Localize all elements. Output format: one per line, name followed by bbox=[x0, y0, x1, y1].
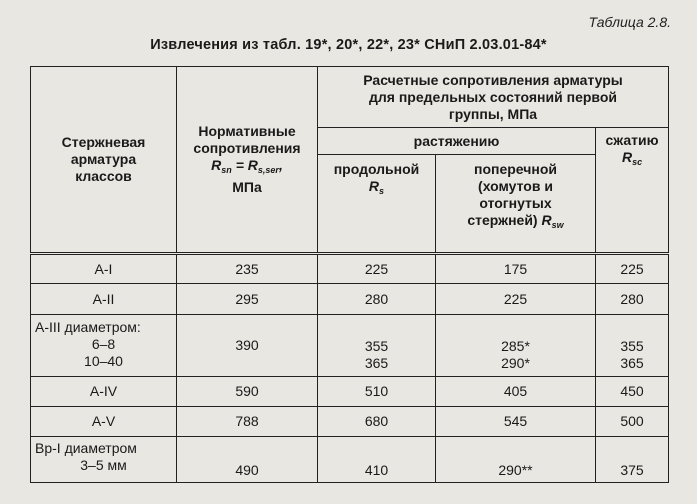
table-row: А-III диаметром: 6–8 10–40 390 355 365 285* 290* 355 365 bbox=[31, 315, 669, 377]
table-row: А-V 788 680 545 500 bbox=[31, 407, 669, 437]
header-design-resistance: Расчетные сопротивления арматуры для предельных состояний первой группы, МПа bbox=[318, 67, 669, 128]
table-title: Извлечения из табл. 19*, 20*, 22*, 23* СНиП 2.03.01-84* bbox=[150, 37, 547, 53]
header-longitudinal: продольной $R_s$ bbox=[318, 155, 436, 254]
table-row: Вр-I диаметром 3–5 мм 490 410 290** 375 bbox=[31, 437, 669, 483]
header-transverse: поперечной (хомутов и отогнутых стержней) $R_{sw}$ bbox=[436, 155, 596, 254]
header-compression: сжатию $R_{sc}$ bbox=[596, 128, 669, 254]
header-tension: растяжению bbox=[318, 128, 596, 155]
reinforcement-table bbox=[30, 66, 669, 483]
table-row: А-II 295 280 225 280 bbox=[31, 284, 669, 315]
header-rebar-class: Стержневая арматура классов bbox=[31, 67, 177, 254]
table-row: А-I 235 225 175 225 bbox=[31, 254, 669, 284]
header-normative-resistance: Нормативные сопротивления $R_{sn} = R_{s,ser}$, МПа bbox=[177, 67, 318, 254]
table-row: А-IV 590 510 405 450 bbox=[31, 377, 669, 407]
table-caption: Таблица 2.8. bbox=[588, 14, 671, 30]
